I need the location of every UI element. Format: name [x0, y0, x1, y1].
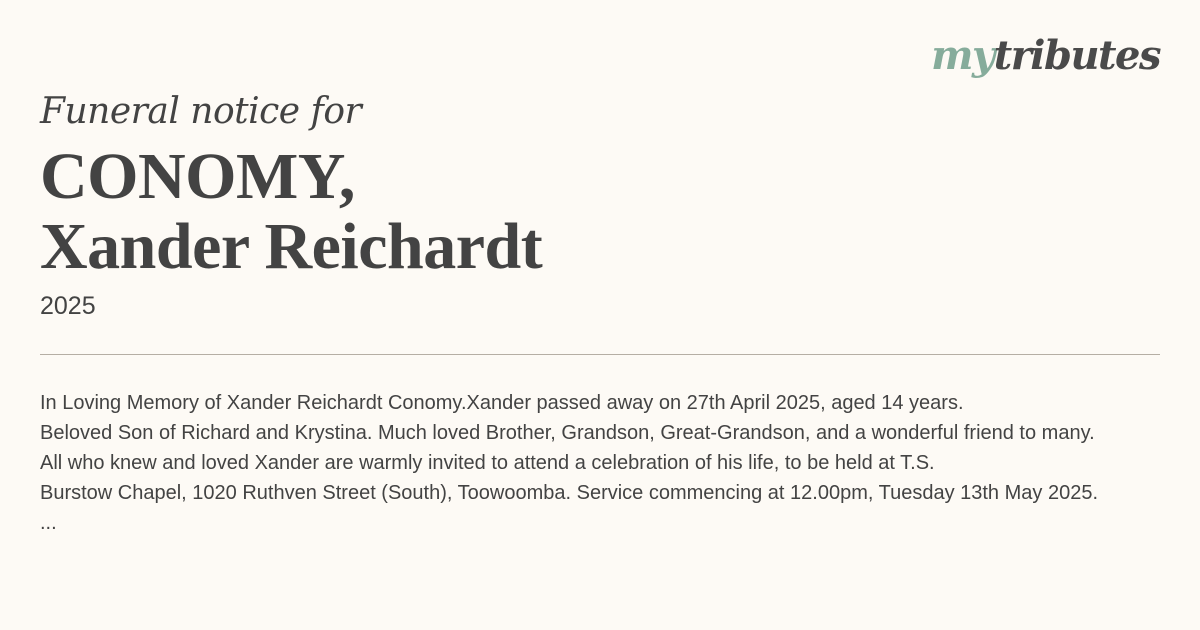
mytributes-logo[interactable] — [931, 32, 1160, 79]
notice-message — [40, 388, 1190, 538]
notice-year: 2025 — [40, 292, 96, 320]
message-ellipsis: ... — [40, 512, 57, 534]
message-line: Beloved Son of Richard and Krystina. Much loved Brother, Grandson, Great-Grandson, and a wonderful friend to many. — [40, 422, 1095, 444]
deceased-given-names: Xander Reichardt — [40, 210, 543, 283]
logo-tributes-text: tributes — [993, 32, 1160, 79]
message-line: All who knew and loved Xander are warmly invited to attend a celebration of his life, to be held at T.S. — [40, 452, 935, 474]
section-divider — [40, 354, 1160, 355]
notice-type-label: Funeral notice for — [40, 91, 362, 132]
message-line: Burstow Chapel, 1020 Ruthven Street (South), Toowoomba. Service commencing at 12.00pm, Tuesday 13th May 2025. — [40, 482, 1098, 504]
message-line: In Loving Memory of Xander Reichardt Conomy.Xander passed away on 27th April 2025, aged 14 years. — [40, 392, 964, 414]
deceased-surname: CONOMY, — [40, 140, 355, 213]
logo-my-text: my — [931, 32, 994, 79]
deceased-name — [40, 142, 542, 282]
